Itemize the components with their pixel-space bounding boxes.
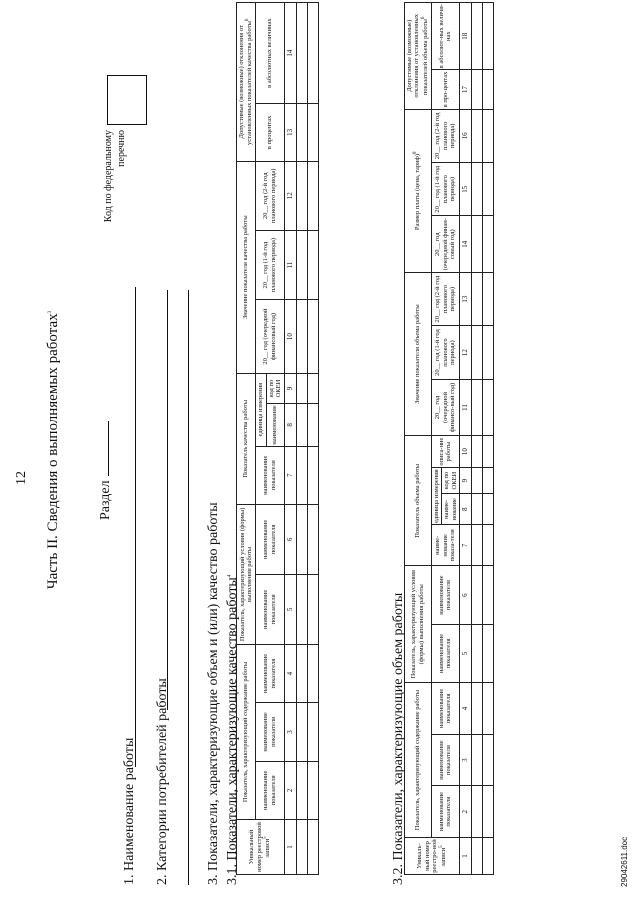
t1-cell[interactable] <box>307 3 318 104</box>
t2-cell[interactable] <box>471 326 482 379</box>
t2-cell[interactable] <box>471 683 482 735</box>
t1-col-num: 2 <box>284 761 296 819</box>
t2-h-p1: 20__ год (очередной финан-совый год) <box>431 216 459 273</box>
t2-h-name-2: наименование показателя <box>431 786 459 838</box>
t1-cell[interactable] <box>296 300 307 374</box>
t2-h-y3: 20__ год (2-й год планового периода) <box>431 272 459 325</box>
t2-h-deviation-sup: 6 <box>420 16 426 20</box>
t1-cell[interactable] <box>296 703 307 761</box>
t1-cell[interactable] <box>296 504 307 574</box>
t2-h-deviation-text: Допустимые (возможные) отклонения от установленных показателей объема работы <box>406 14 430 98</box>
t1-col-num: 6 <box>284 504 296 574</box>
consumer-categories-blank[interactable] <box>167 290 168 710</box>
t2-cell[interactable] <box>471 3 482 70</box>
t2-col-num: 4 <box>459 683 471 735</box>
t1-h-year1: 20__ год (очередной финансовый год) <box>256 300 284 374</box>
t1-col-num: 13 <box>284 104 296 161</box>
t2-h-y1: 20__ год (очередной финансо-вый год) <box>431 379 459 436</box>
t1-col-num: 4 <box>284 644 296 702</box>
t1-col-num: 8 <box>284 404 296 446</box>
t2-cell[interactable] <box>471 734 482 786</box>
t1-cell[interactable] <box>296 104 307 161</box>
t1-cell[interactable] <box>296 446 307 504</box>
work-name-blank[interactable] <box>135 287 136 767</box>
t2-col-num: 15 <box>459 163 471 216</box>
t2-col-num: 6 <box>459 566 471 624</box>
t2-col-num: 14 <box>459 216 471 273</box>
t1-h-name-4: наименование показателя <box>256 644 284 702</box>
t1-cell[interactable] <box>307 820 318 875</box>
t1-h-unique-sup: 5 <box>263 836 269 839</box>
section-number-blank[interactable] <box>96 421 109 476</box>
t2-col-num: 12 <box>459 326 471 379</box>
t1-h-unit-code: код по ОКЕИ <box>266 373 284 403</box>
t2-cell[interactable] <box>482 70 493 109</box>
quality-heading-footnote: 4 <box>227 574 233 578</box>
t2-col-num: 17 <box>459 70 471 109</box>
t2-cell[interactable] <box>482 838 493 875</box>
t1-col-num: 14 <box>284 3 296 104</box>
t2-cell[interactable] <box>482 734 493 786</box>
t2-cell[interactable] <box>471 163 482 216</box>
t2-h-p2: 20__ год (1-й год планового периода) <box>431 163 459 216</box>
t1-cell[interactable] <box>296 230 307 299</box>
t2-col-num: 10 <box>459 436 471 468</box>
t2-h-conditions: Показатель, характеризующий условия (формы) выполнения работы <box>405 566 432 683</box>
t2-cell[interactable] <box>471 525 482 566</box>
t2-h-unit: единица измерения <box>432 469 440 523</box>
t2-cell[interactable] <box>482 566 493 624</box>
document-id: 29042611.doc <box>620 836 629 887</box>
t2-col-num: 1 <box>459 838 471 875</box>
t1-cell[interactable] <box>296 574 307 644</box>
t1-cell[interactable] <box>307 504 318 574</box>
t2-cell[interactable] <box>482 683 493 735</box>
t1-cell[interactable] <box>307 373 318 403</box>
t2-cell[interactable] <box>482 216 493 273</box>
t2-cell[interactable] <box>482 3 493 70</box>
part-title-text: Часть II. Сведения о выполняемых работах <box>45 313 61 590</box>
t2-h-name-6: наименование показателя <box>431 566 459 624</box>
t2-cell[interactable] <box>482 109 493 162</box>
t1-h-name-5: наименование показателя <box>256 574 284 644</box>
t2-col-num: 2 <box>459 786 471 838</box>
t2-h-volume: Показатель объема работы <box>405 436 432 566</box>
t2-col-num: 13 <box>459 272 471 325</box>
t2-cell[interactable] <box>471 786 482 838</box>
t2-h-price <box>405 109 432 272</box>
t2-cell[interactable] <box>482 525 493 566</box>
t2-col-num: 3 <box>459 734 471 786</box>
consumer-categories-blank-2[interactable] <box>188 290 189 885</box>
t2-cell[interactable] <box>482 494 493 525</box>
t1-cell[interactable] <box>307 574 318 644</box>
t2-col-num: 7 <box>459 525 471 566</box>
indicators-heading: 3. Показатели, характеризующие объем и (или) качество работы <box>206 502 221 885</box>
t1-h-conditions: Показатель, характеризующий условия (формы) выполнения работы <box>237 504 256 644</box>
t1-h-unit: единица измерения <box>256 373 266 446</box>
t2-col-num: 18 <box>459 3 471 70</box>
t1-cell[interactable] <box>296 3 307 104</box>
t2-cell[interactable] <box>482 467 493 493</box>
t2-cell[interactable] <box>471 467 482 493</box>
t2-h-unit-name: наиме-нование <box>442 494 460 525</box>
t2-cell[interactable] <box>471 109 482 162</box>
t1-h-quality: Показатель качества работы <box>237 373 256 504</box>
t1-col-num: 1 <box>284 820 296 875</box>
t2-h-unit-code: код по ОКЕИ <box>442 467 460 493</box>
t1-col-num: 9 <box>284 373 296 403</box>
volume-indicators-table <box>404 2 494 875</box>
t2-col-num: 11 <box>459 379 471 436</box>
t1-h-content: Показатель, характеризующий содержание работы <box>237 644 256 819</box>
okved-label-line1: Код по федеральному <box>103 130 114 223</box>
t1-h-name-3: наименование показателя <box>256 703 284 761</box>
t2-cell[interactable] <box>471 624 482 682</box>
t1-cell[interactable] <box>307 300 318 374</box>
t2-cell[interactable] <box>471 272 482 325</box>
t2-cell[interactable] <box>482 379 493 436</box>
t1-cell[interactable] <box>296 644 307 702</box>
t2-cell[interactable] <box>482 163 493 216</box>
t1-h-deviation-text: Допустимые (возможные) отклонения от установленных показателей качества работы <box>238 21 254 146</box>
t1-col-num: 10 <box>284 300 296 374</box>
t2-h-pct: в про-центах <box>431 70 459 109</box>
t2-col-num: 8 <box>459 494 471 525</box>
t2-cell[interactable] <box>482 326 493 379</box>
t2-cell[interactable] <box>482 272 493 325</box>
t2-cell[interactable] <box>471 494 482 525</box>
t2-cell[interactable] <box>471 379 482 436</box>
t1-h-deviation-sup: 6 <box>245 18 251 22</box>
t1-h-deviation <box>237 3 256 162</box>
volume-indicators-heading: 3.2. Показатели, характеризующие объем работы <box>391 592 406 885</box>
t1-h-name-6: наименование показателя <box>256 504 284 574</box>
t2-col-num: 16 <box>459 109 471 162</box>
t1-col-num: 3 <box>284 703 296 761</box>
t2-h-deviation <box>405 3 432 110</box>
t1-h-unit-name: наименование <box>266 404 284 446</box>
okved-code-box[interactable] <box>107 75 147 125</box>
t1-cell[interactable] <box>307 104 318 161</box>
consumer-categories-label: 2. Категории потребителей работы <box>155 678 170 885</box>
t2-col-num: 5 <box>459 624 471 682</box>
t2-h-price-sup: 8 <box>413 151 419 154</box>
okved-label-line2: перечню <box>115 130 127 167</box>
t2-cell[interactable] <box>471 216 482 273</box>
t2-col-num: 9 <box>459 467 471 493</box>
t1-cell[interactable] <box>296 373 307 403</box>
quality-indicators-table <box>236 2 319 875</box>
t2-h-abs: в абсолют-ных величи-нах <box>431 3 459 70</box>
t1-cell[interactable] <box>307 404 318 446</box>
t2-cell[interactable] <box>471 70 482 109</box>
t2-cell[interactable] <box>471 566 482 624</box>
t2-h-content: Показатель, характеризующий содержание работы <box>405 683 432 838</box>
part-title-footnote: 3 <box>48 310 53 314</box>
section-heading <box>96 421 114 520</box>
t1-h-values: Значение показателя качества работы <box>237 161 256 373</box>
t2-cell[interactable] <box>482 436 493 468</box>
t2-h-y2: 20__ год (1-й год планового периода) <box>431 326 459 379</box>
quality-heading-text: 3.1. Показатели, характеризующие качество работы <box>225 577 240 885</box>
t1-cell[interactable] <box>296 161 307 230</box>
t2-cell[interactable] <box>471 436 482 468</box>
okved-label <box>103 130 128 265</box>
section-label: Раздел <box>98 480 113 520</box>
t1-h-year3: 20__ год (2-й год планового периода) <box>256 161 284 230</box>
t1-h-unique-text: Уникальный номер реестровой записи <box>248 822 272 872</box>
t1-cell[interactable] <box>307 230 318 299</box>
t1-cell[interactable] <box>307 761 318 819</box>
t1-col-num: 11 <box>284 230 296 299</box>
t1-cell[interactable] <box>296 404 307 446</box>
t2-h-name-3: наименование показателя <box>431 734 459 786</box>
t2-h-unique <box>405 838 460 875</box>
t1-h-name-7: наименование показателя <box>256 446 284 504</box>
t1-cell[interactable] <box>296 820 307 875</box>
t1-h-unique <box>237 820 285 875</box>
t2-h-name-7: наиме-нование показа-теля <box>431 525 459 566</box>
work-name-label: 1. Наименование работы <box>122 737 137 885</box>
t1-h-year2: 20__ год (1-й год планового периода) <box>256 230 284 299</box>
t1-h-abs: в абсолютных величинах <box>256 3 284 104</box>
t2-cell[interactable] <box>471 838 482 875</box>
t2-h-price-text: Размер платы (цена, тариф) <box>414 153 422 231</box>
t2-h-p3: 20__ год (2-й год планового периода) <box>431 109 459 162</box>
t1-cell[interactable] <box>307 703 318 761</box>
t2-h-values: Значение показателя объема работы <box>405 272 432 435</box>
page-number: 12 <box>14 471 29 485</box>
t2-h-name-5: наименование показателя <box>431 624 459 682</box>
t1-col-num: 7 <box>284 446 296 504</box>
t2-cell[interactable] <box>482 624 493 682</box>
t1-cell[interactable] <box>296 761 307 819</box>
t1-cell[interactable] <box>307 644 318 702</box>
t2-h-name-4: наименование показателя <box>431 683 459 735</box>
t2-h-unique-text: Уникаль-ный номер реестро-вой записи <box>416 839 448 873</box>
t2-h-descr: описа-ние работы <box>431 436 459 468</box>
t1-col-num: 5 <box>284 574 296 644</box>
t1-cell[interactable] <box>307 161 318 230</box>
part-title <box>45 235 62 665</box>
t1-cell[interactable] <box>307 446 318 504</box>
t2-h-unique-sup: 5 <box>438 845 444 848</box>
t1-h-name-2: наименование показателя <box>256 761 284 819</box>
t1-h-pct: в процентах <box>256 104 284 161</box>
t2-cell[interactable] <box>482 786 493 838</box>
t1-col-num: 12 <box>284 161 296 230</box>
